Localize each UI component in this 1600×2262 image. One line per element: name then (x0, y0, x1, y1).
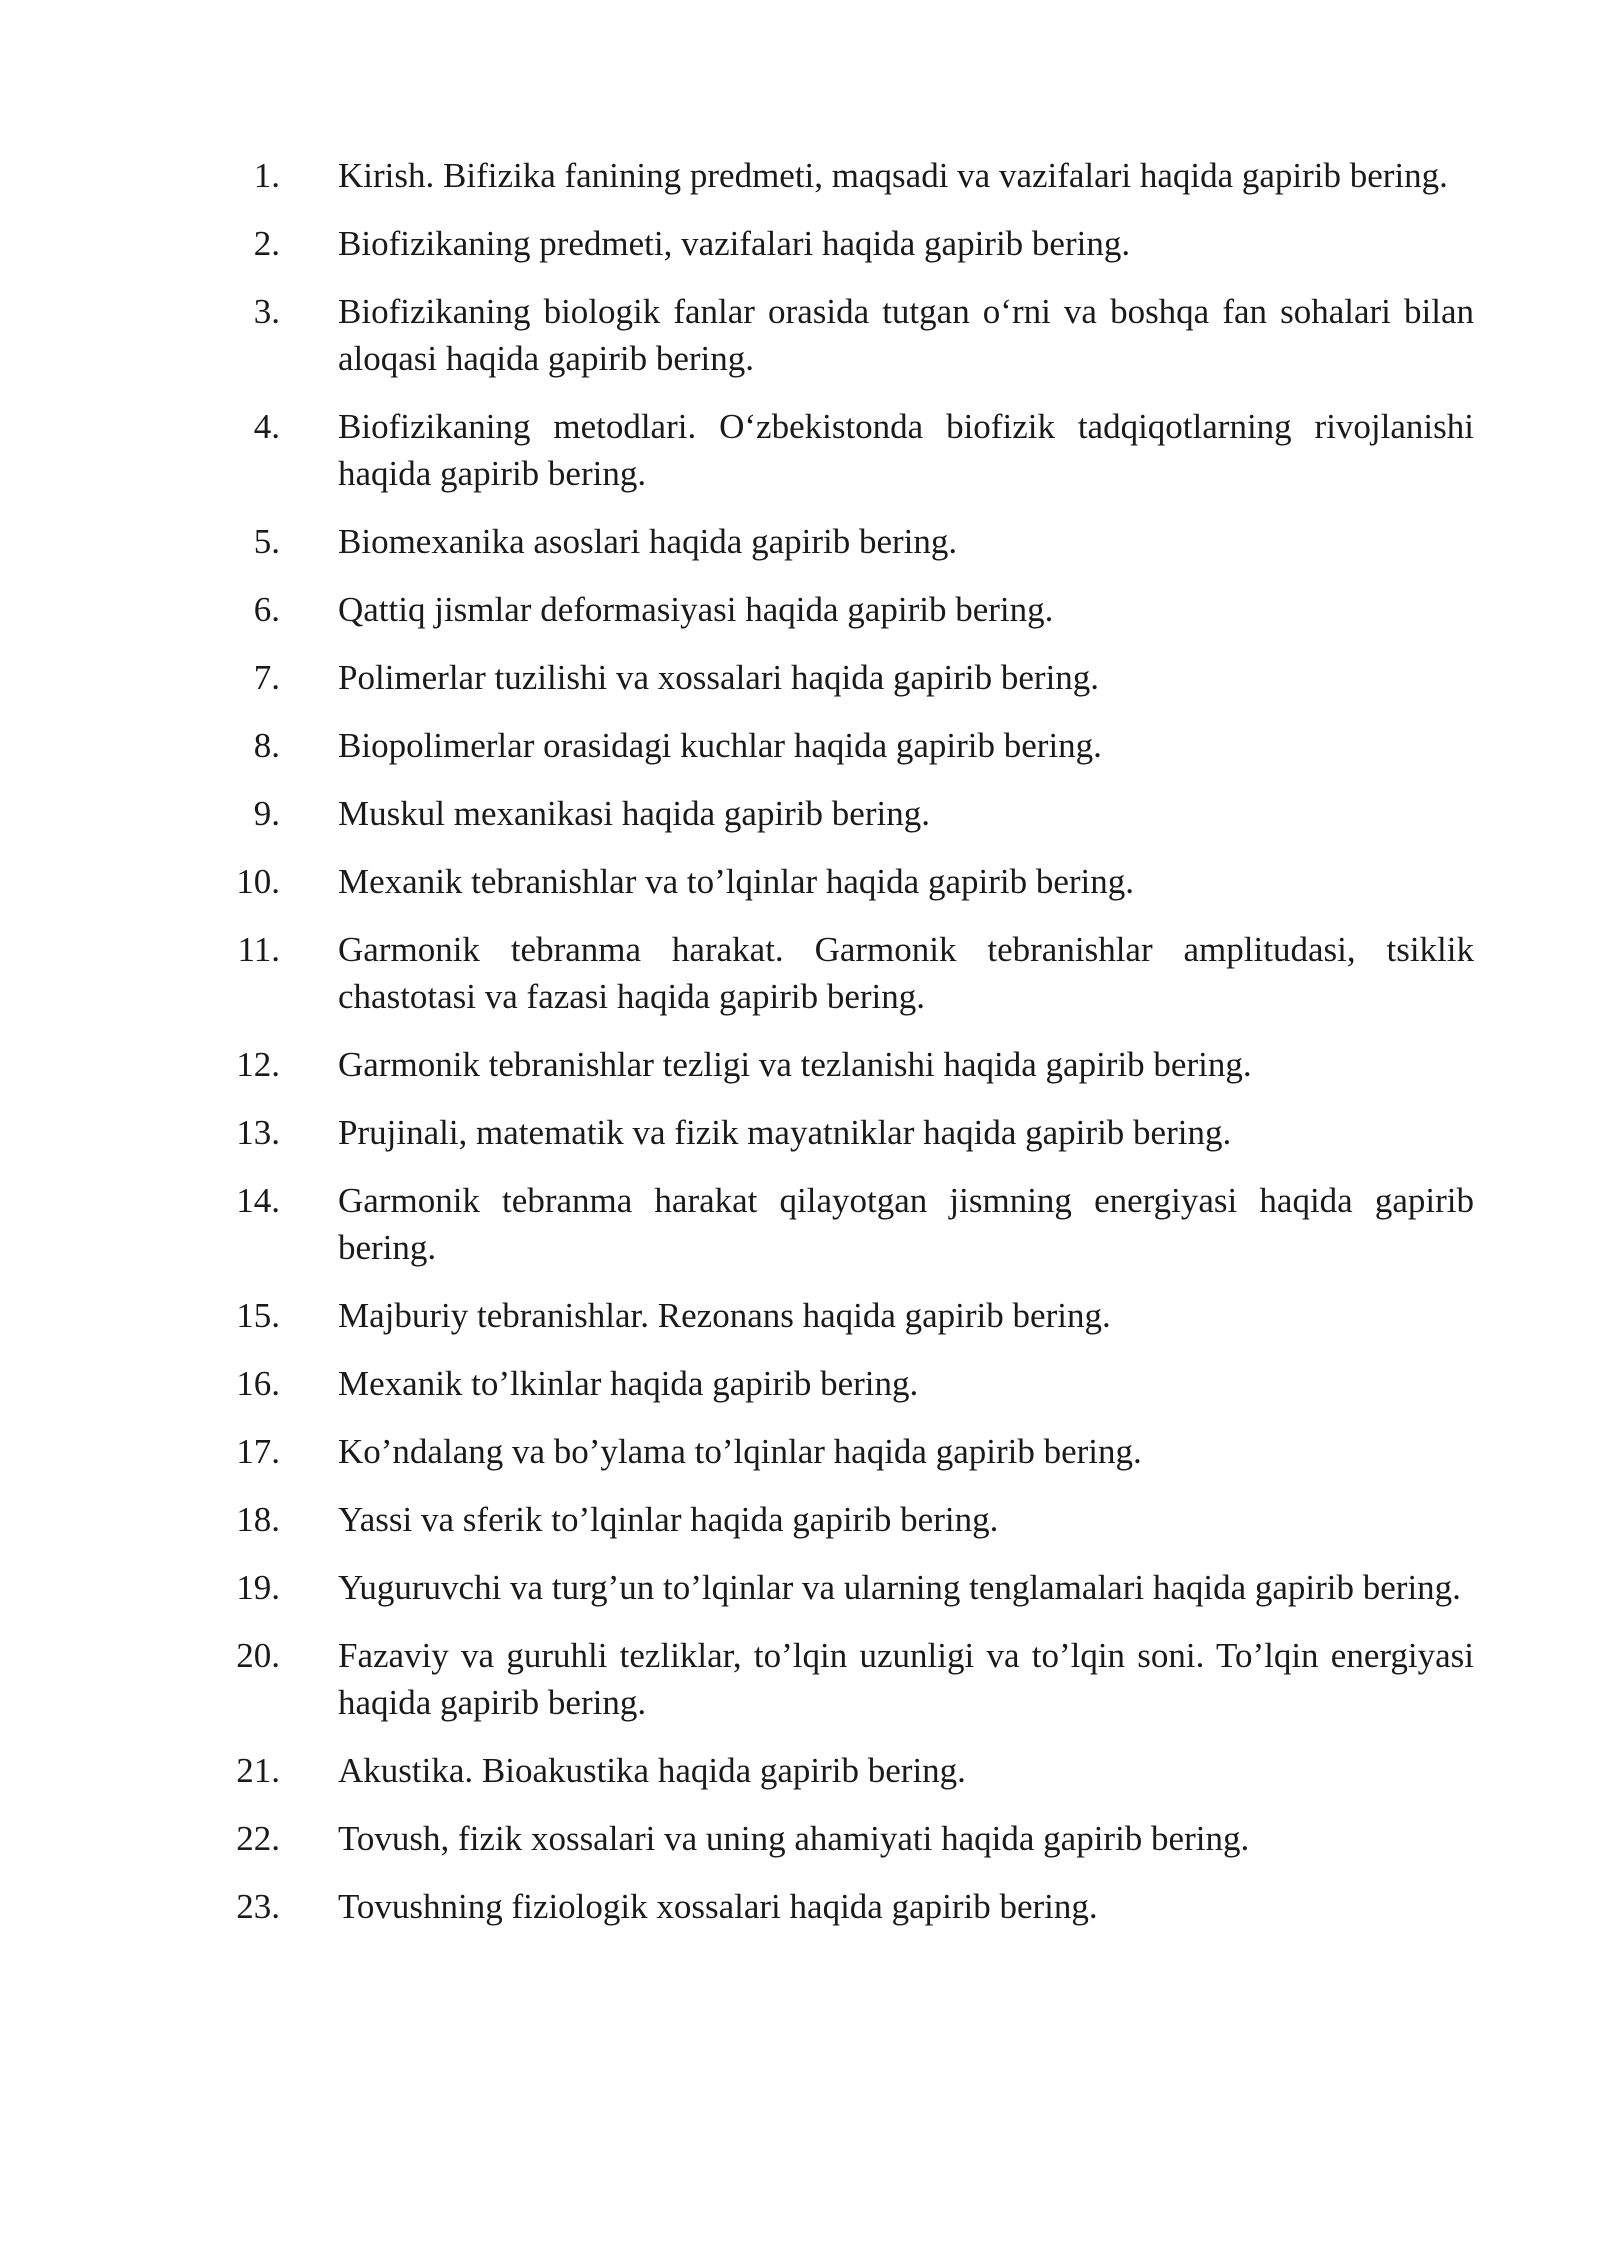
list-item (210, 518, 1474, 565)
item-text: Mexanik to’lkinlar haqida gapirib bering. (338, 1364, 919, 1403)
item-text: Qattiq jismlar deformasiyasi haqida gapirib bering. (338, 590, 1054, 629)
list-item (210, 220, 1474, 267)
list-item (210, 1747, 1474, 1794)
item-text: Majburiy tebranishlar. Rezonans haqida gapirib bering. (338, 1296, 1111, 1335)
item-number: 16. (236, 1364, 280, 1403)
list-item (210, 722, 1474, 769)
item-number: 15. (236, 1296, 280, 1335)
list-item (210, 1041, 1474, 1088)
item-text: Garmonik tebranishlar tezligi va tezlanishi haqida gapirib bering. (338, 1045, 1252, 1084)
list-item (210, 1428, 1474, 1475)
list-item (210, 1109, 1474, 1156)
item-text: Mexanik tebranishlar va to’lqinlar haqida gapirib bering. (338, 862, 1134, 901)
item-text: Tovushning fiziologik xossalari haqida gapirib bering. (338, 1887, 1098, 1926)
item-text: Biofizikaning predmeti, vazifalari haqida gapirib bering. (338, 224, 1131, 263)
item-text: Biomexanika asoslari haqida gapirib bering. (338, 522, 958, 561)
item-text: Fazaviy va guruhli tezliklar, to’lqin uzunligi va to’lqin soni. To’lqin energiyasi haqida gapirib bering. (338, 1636, 1474, 1722)
list-item (210, 1883, 1474, 1930)
item-text: Akustika. Bioakustika haqida gapirib bering. (338, 1751, 966, 1790)
list-item (210, 1815, 1474, 1862)
list-item (210, 1292, 1474, 1339)
list-item (210, 1177, 1474, 1271)
item-number: 12. (236, 1045, 280, 1084)
item-text: Prujinali, matematik va fizik mayatniklar haqida gapirib bering. (338, 1113, 1232, 1152)
item-text: Yassi va sferik to’lqinlar haqida gapirib bering. (338, 1500, 999, 1539)
item-number: 20. (236, 1636, 280, 1675)
item-text: Garmonik tebranma harakat. Garmonik tebranishlar amplitudasi, tsiklik chastotasi va fazasi haqida gapirib bering. (338, 930, 1474, 1016)
item-number: 18. (236, 1500, 280, 1539)
item-number: 19. (236, 1568, 280, 1607)
item-text: Biofizikaning biologik fanlar orasida tutgan o‘rni va boshqa fan sohalari bilan aloqasi haqida gapirib bering. (338, 292, 1474, 378)
list-item (210, 1496, 1474, 1543)
item-number: 9. (253, 794, 280, 833)
item-text: Polimerlar tuzilishi va xossalari haqida gapirib bering. (338, 658, 1100, 697)
item-number: 1. (253, 156, 280, 195)
item-number: 23. (236, 1887, 280, 1926)
list-item (210, 586, 1474, 633)
list-item (210, 1632, 1474, 1726)
list-item (210, 858, 1474, 905)
item-text: Garmonik tebranma harakat qilayotgan jismning energiyasi haqida gapirib bering. (338, 1181, 1474, 1267)
item-number: 14. (236, 1181, 280, 1220)
item-text: Ko’ndalang va bo’ylama to’lqinlar haqida gapirib bering. (338, 1432, 1142, 1471)
item-number: 5. (253, 522, 280, 561)
item-text: Biopolimerlar orasidagi kuchlar haqida gapirib bering. (338, 726, 1102, 765)
item-number: 10. (236, 862, 280, 901)
list-item (210, 1564, 1474, 1611)
item-number: 17. (236, 1432, 280, 1471)
question-list (210, 152, 1474, 1951)
item-number: 7. (253, 658, 280, 697)
item-number: 6. (253, 590, 280, 629)
list-item (210, 654, 1474, 701)
item-text: Biofizikaning metodlari. O‘zbekistonda biofizik tadqiqotlarning rivojlanishi haqida gapirib bering. (338, 407, 1474, 493)
item-text: Yuguruvchi va turg’un to’lqinlar va ularning tenglamalari haqida gapirib bering. (338, 1568, 1461, 1607)
item-number: 8. (253, 726, 280, 765)
item-text: Muskul mexanikasi haqida gapirib bering. (338, 794, 930, 833)
list-item (210, 1360, 1474, 1407)
list-item (210, 403, 1474, 497)
item-number: 13. (236, 1113, 280, 1152)
item-number: 22. (236, 1819, 280, 1858)
item-number: 2. (253, 224, 280, 263)
item-number: 11. (237, 930, 280, 969)
item-number: 21. (236, 1751, 280, 1790)
list-item (210, 926, 1474, 1020)
item-number: 3. (253, 292, 280, 331)
item-text: Tovush, fizik xossalari va uning ahamiyati haqida gapirib bering. (338, 1819, 1250, 1858)
list-item (210, 288, 1474, 382)
list-item (210, 152, 1474, 199)
item-text: Kirish. Bifizika fanining predmeti, maqsadi va vazifalari haqida gapirib bering. (338, 156, 1448, 195)
item-number: 4. (253, 407, 280, 446)
list-item (210, 790, 1474, 837)
